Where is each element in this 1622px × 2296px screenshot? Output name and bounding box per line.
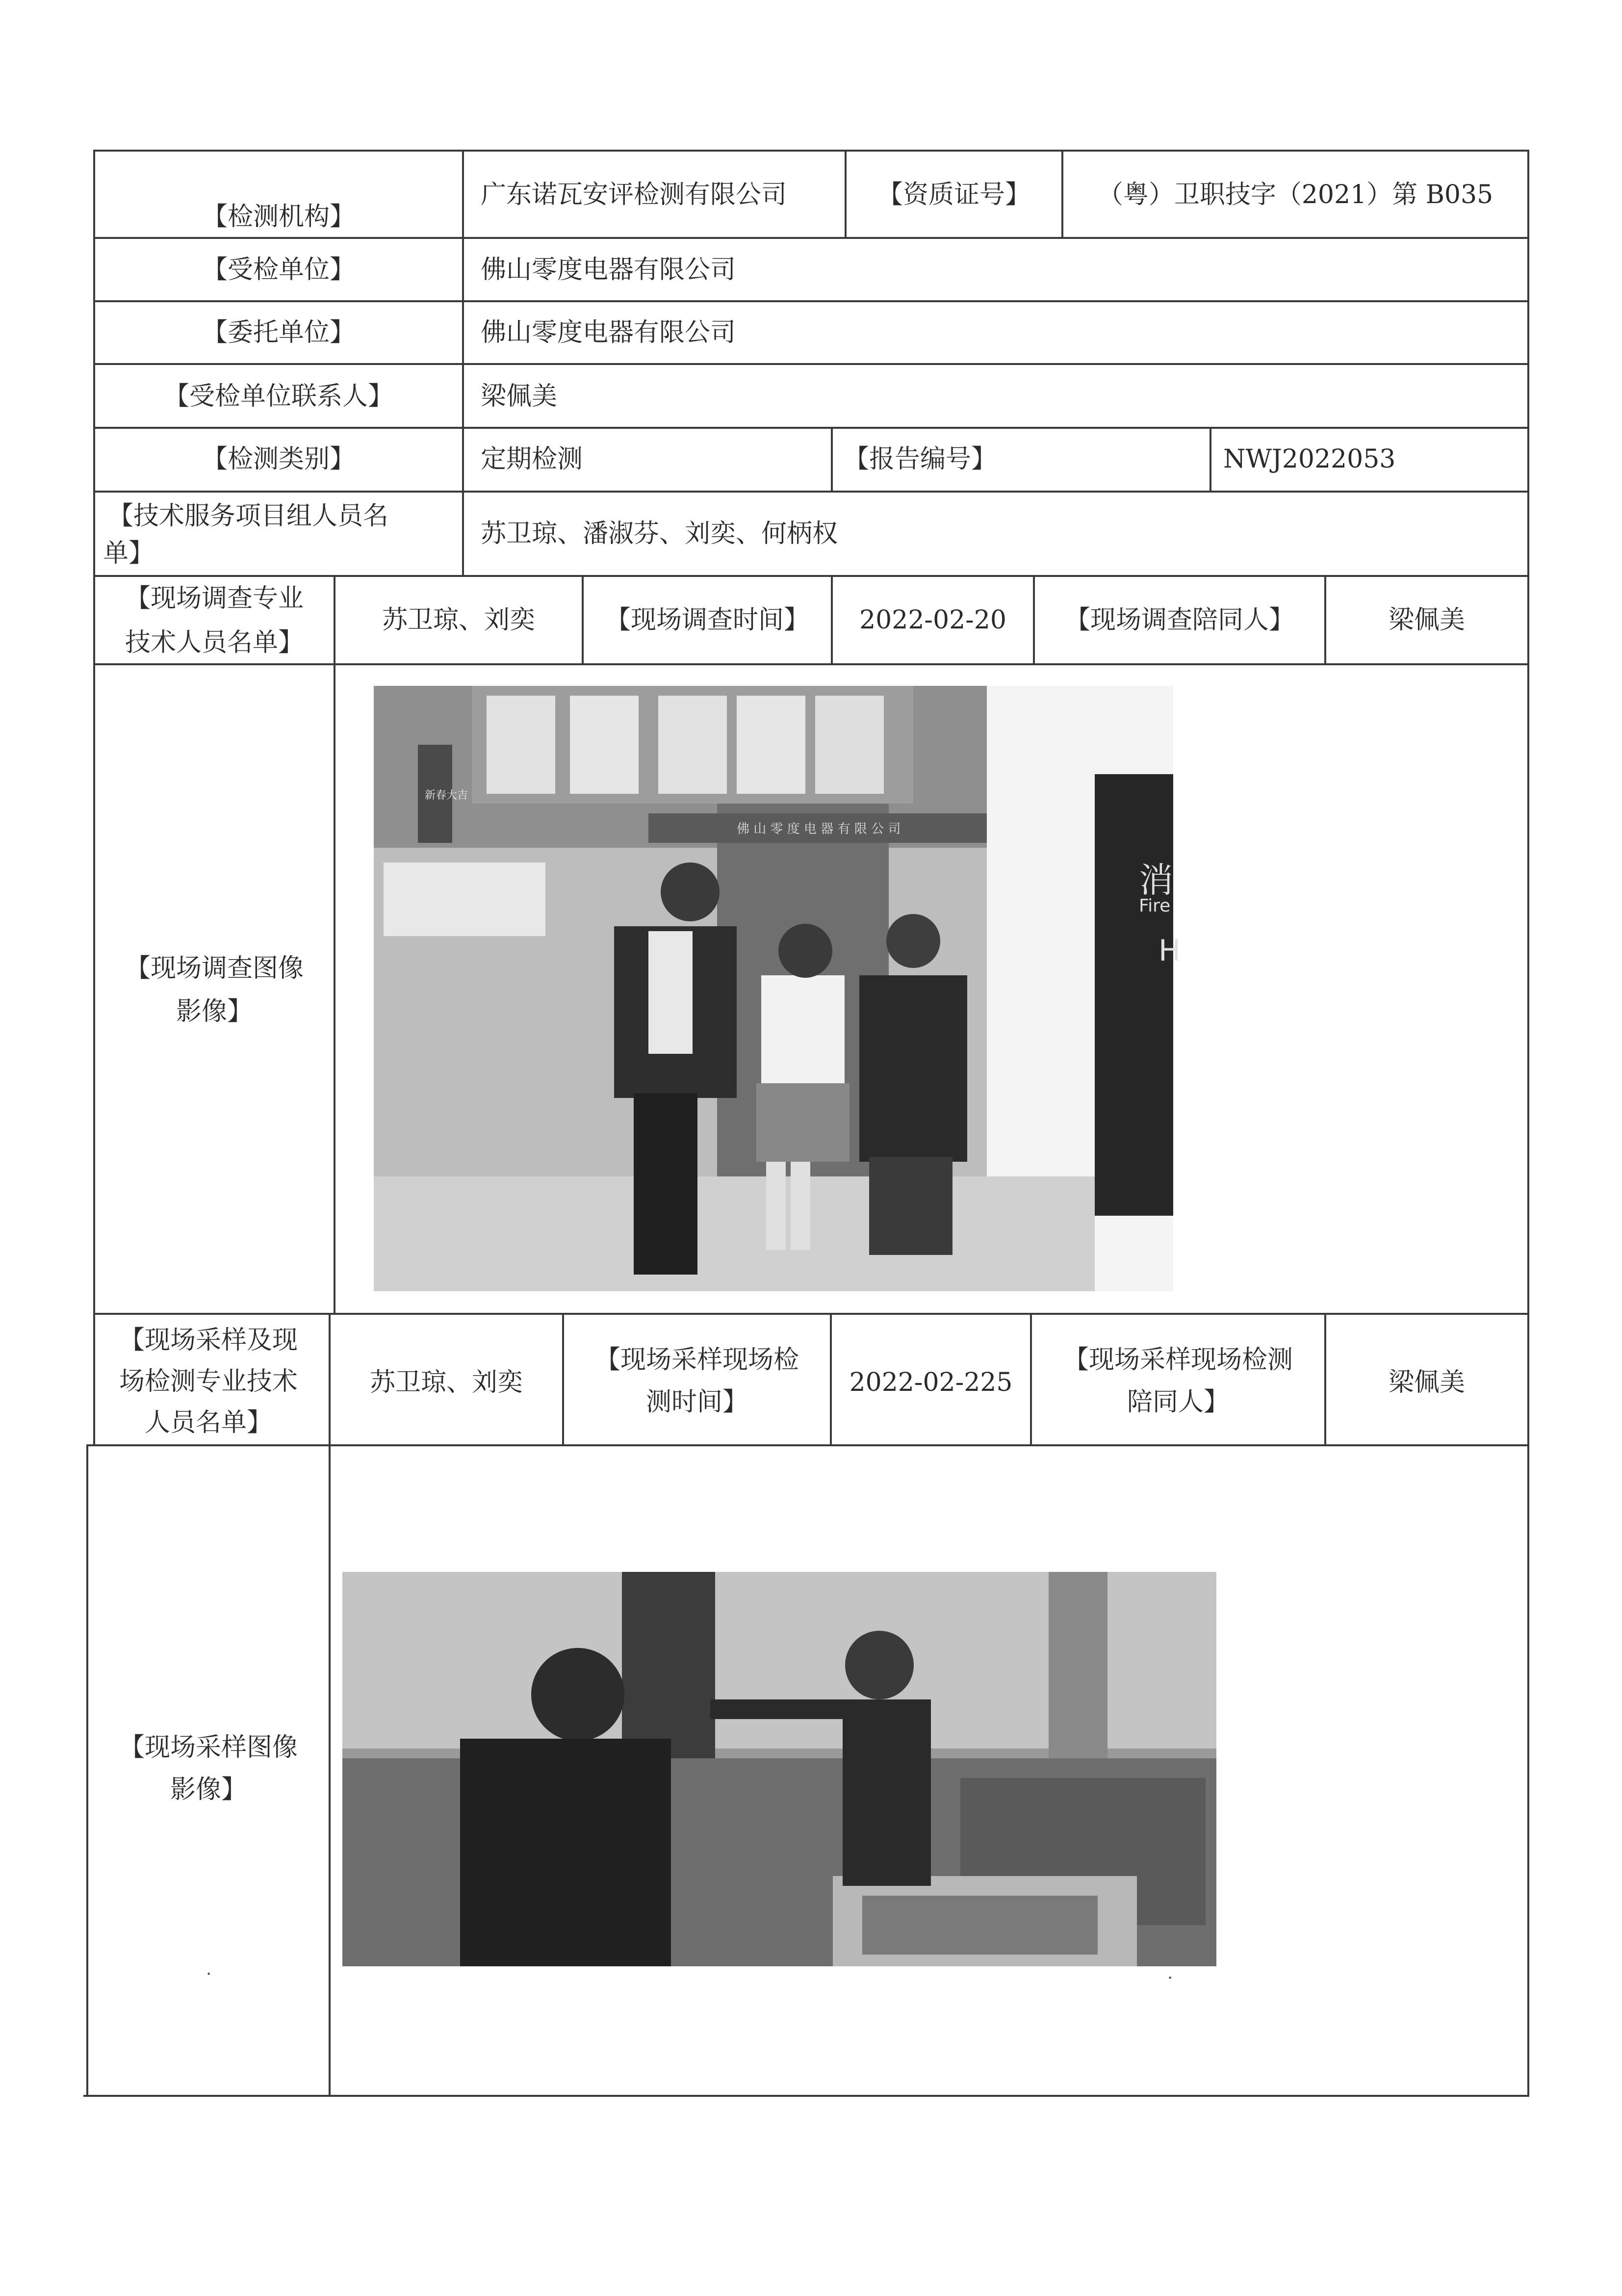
- survey-time-label: 【现场调查时间】: [605, 605, 809, 635]
- survey-time-value: 2022-02-20: [859, 605, 1006, 635]
- qualification-number-label: 【资质证号】: [877, 180, 1030, 209]
- table-border: [334, 575, 335, 1314]
- entrusting-unit-value: 佛山零度电器有限公司: [481, 318, 736, 347]
- inspected-unit-label: 【受检单位】: [202, 255, 355, 285]
- report-number-value: NWJ2022053: [1223, 444, 1396, 474]
- contact-person-value: 梁佩美: [481, 382, 558, 411]
- entrusting-unit-label: 【委托单位】: [202, 318, 355, 347]
- team-members-value: 苏卫琼、潘淑芬、刘奕、何柄权: [481, 519, 838, 548]
- table-border: [1527, 150, 1529, 2096]
- table-border: [1210, 427, 1211, 492]
- sampling-staff-label-line1: 【现场采样及现: [119, 1326, 298, 1355]
- sampling-photo: [342, 1572, 1216, 1966]
- survey-photo-label-line2: 影像】: [176, 997, 253, 1026]
- table-border: [83, 2095, 1529, 2097]
- sampling-companion-label-line2: 陪同人】: [1127, 1387, 1229, 1417]
- table-border: [93, 150, 1529, 152]
- sampling-staff-label-line2: 场检测专业技术: [119, 1367, 298, 1396]
- sampling-time-label-line2: 测时间】: [645, 1387, 748, 1417]
- table-border: [93, 491, 1529, 493]
- photo-sign-text1: 消: [1139, 860, 1173, 900]
- sampling-companion-value: 梁佩美: [1388, 1368, 1465, 1397]
- table-border: [462, 150, 464, 576]
- photo-sign-text2: Fire: [1139, 896, 1171, 916]
- table-border: [93, 1313, 1529, 1315]
- table-border: [329, 1313, 331, 2096]
- table-border: [93, 363, 1529, 365]
- table-border: [87, 1444, 1529, 1446]
- team-members-label-line1: 【技术服务项目组人员名: [108, 501, 389, 531]
- inspection-agency-value: 广东诺瓦安评检测有限公司: [481, 180, 787, 209]
- team-members-label-line2: 单】: [103, 539, 154, 568]
- photo-poster-text: 新春大吉: [425, 789, 468, 802]
- inspection-type-value: 定期检测: [481, 444, 583, 474]
- photo-sign-text3: H: [1159, 934, 1181, 968]
- table-border: [93, 427, 1529, 429]
- sampling-staff-value: 苏卫琼、刘奕: [369, 1368, 523, 1397]
- sampling-photo-label-line2: 影像】: [170, 1775, 247, 1804]
- survey-staff-value: 苏卫琼、刘奕: [382, 605, 535, 635]
- scan-mark: ·: [1167, 1968, 1173, 1988]
- survey-photo-label-line1: 【现场调查图像: [125, 954, 304, 983]
- table-border: [831, 427, 833, 492]
- survey-staff-label-line1: 【现场调查专业: [125, 584, 304, 613]
- inspected-unit-value: 佛山零度电器有限公司: [481, 255, 736, 285]
- survey-companion-value: 梁佩美: [1388, 605, 1465, 635]
- sampling-time-value: 2022-02-225: [849, 1368, 1013, 1397]
- report-number-label: 【报告编号】: [844, 444, 997, 474]
- qualification-number-value: （粤）卫职技字（2021）第 B035: [1097, 180, 1493, 209]
- contact-person-label: 【受检单位联系人】: [163, 382, 393, 411]
- sampling-companion-label-line1: 【现场采样现场检测: [1063, 1345, 1293, 1375]
- survey-companion-label: 【现场调查陪同人】: [1064, 605, 1294, 635]
- survey-staff-label-line2: 技术人员名单】: [125, 628, 304, 657]
- table-border: [93, 663, 1529, 665]
- inspection-agency-label: 【检测机构】: [202, 202, 355, 232]
- sampling-photo-label-line1: 【现场采样图像: [119, 1733, 298, 1762]
- sampling-time-label-line1: 【现场采样现场检: [594, 1345, 799, 1375]
- scan-mark: ·: [206, 1964, 212, 1984]
- photo-board-text: 佛 山 零 度 电 器 有 限 公 司: [737, 822, 901, 836]
- table-border: [93, 300, 1529, 302]
- table-border: [93, 575, 1529, 577]
- survey-photo: [374, 686, 1181, 1291]
- sampling-staff-label-line3: 人员名单】: [144, 1408, 272, 1437]
- inspection-type-label: 【检测类别】: [202, 444, 355, 474]
